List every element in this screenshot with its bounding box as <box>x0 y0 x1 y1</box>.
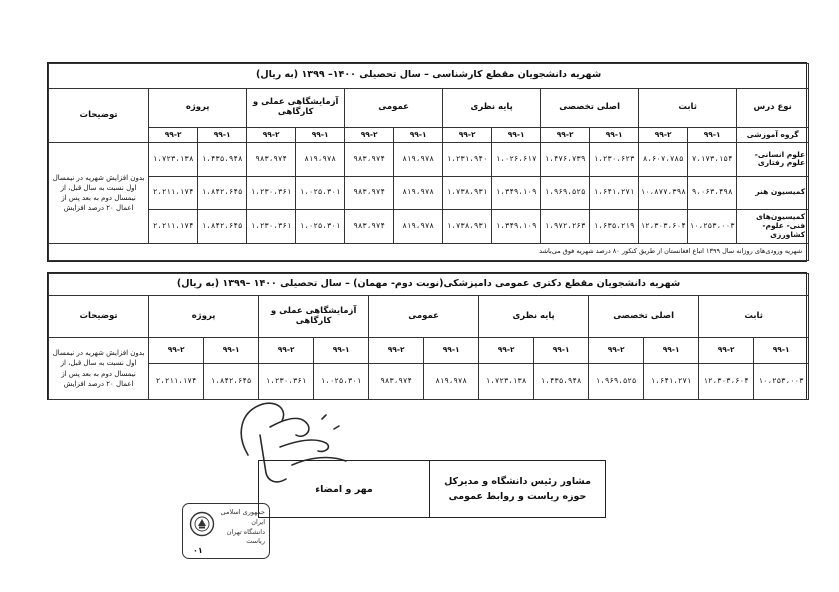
fee-cell: ۱،۳۴۹،۱۰۹ <box>492 210 541 244</box>
fee-cell: ۱،۰۲۵،۳۰۱ <box>296 176 345 210</box>
fee-cell: ۷،۱۷۳،۱۵۴ <box>688 142 737 176</box>
fee-cell: ۱،۰۲۶،۶۱۷ <box>492 142 541 176</box>
fee-cell: ۱،۹۶۹،۵۲۵ <box>589 364 644 400</box>
table1-footnote: شهریه ورودی‌های روزانه سال ۱۳۹۹ اتباع افغانستان از طریق کنکور ۸۰ درصد شهریه فوق می‌باشد <box>49 243 809 260</box>
term-header: ۹۹-۱ <box>198 127 247 142</box>
row-label: علوم انسانی- علوم رفتاری <box>737 142 809 176</box>
term-header: ۹۹-۲ <box>443 127 492 142</box>
fee-cell: ۱،۹۶۹،۵۲۵ <box>541 176 590 210</box>
term-header: ۹۹-۱ <box>424 338 479 364</box>
fee-cell: ۱،۸۴۲،۶۴۵ <box>198 176 247 210</box>
fee-cell: ۱،۲۳۰،۳۶۱ <box>247 176 296 210</box>
signatory-role <box>429 461 605 517</box>
fee-cell: ۸۱۹،۹۷۸ <box>394 176 443 210</box>
col-general: عمومی <box>345 88 443 127</box>
term-header: ۹۹-۲ <box>149 338 204 364</box>
stamp-line-1: جمهوری اسلامی ایران <box>220 508 265 526</box>
fee-cell: ۲،۲۱۱،۱۷۴ <box>149 364 204 400</box>
term-header: ۹۹-۱ <box>492 127 541 142</box>
fee-cell: ۱،۶۴۱،۲۷۱ <box>644 364 699 400</box>
table1-title: شهریه دانشجویان مقطع کارشناسی – سال تحصیلی ۱۴۰۰– ۱۳۹۹ (به ریال) <box>49 64 809 89</box>
fee-cell: ۸۱۹،۹۷۸ <box>296 142 345 176</box>
term-header: ۹۹-۱ <box>296 127 345 142</box>
fee-cell: ۱،۴۳۵،۹۴۸ <box>198 142 247 176</box>
fee-cell: ۹۸۳،۹۷۴ <box>345 142 394 176</box>
col-major: اصلی تخصصی <box>589 296 699 338</box>
col-notes: توضیحات <box>49 88 149 142</box>
role-line-1: مشاور رئیس دانشگاه و مدیرکل <box>444 475 591 487</box>
fee-cell: ۱۲،۳۰۳،۶۰۴ <box>639 210 688 244</box>
col-fixed: ثابت <box>699 296 809 338</box>
university-emblem-icon <box>189 511 215 537</box>
term-header: ۹۹-۲ <box>589 338 644 364</box>
term-header: ۹۹-۱ <box>534 338 589 364</box>
term-header: ۹۹-۲ <box>247 127 296 142</box>
fee-cell: ۹،۰۶۳،۴۹۸ <box>688 176 737 210</box>
term-header: ۹۹-۲ <box>479 338 534 364</box>
term-header: ۹۹-۱ <box>644 338 699 364</box>
fee-cell: ۱،۷۳۸،۹۳۱ <box>443 210 492 244</box>
col-general: عمومی <box>369 296 479 338</box>
term-header: ۹۹-۲ <box>345 127 394 142</box>
corner-label: نوع درس <box>737 88 809 127</box>
col-notes: توضیحات <box>49 296 149 338</box>
term-header: ۹۹-۲ <box>369 338 424 364</box>
col-basic: پایه نظری <box>479 296 589 338</box>
fee-cell: ۹۸۳،۹۷۴ <box>247 142 296 176</box>
row-label: کمیسیون هنر <box>737 176 809 210</box>
fee-cell: ۱،۴۷۶،۷۳۹ <box>541 142 590 176</box>
fee-cell: ۹۸۳،۹۷۴ <box>345 210 394 244</box>
fee-cell: ۹۸۳،۹۷۴ <box>345 176 394 210</box>
row-label: کمیسیون‌های فنی- علوم- کشاورزی <box>737 210 809 244</box>
col-project: پروژه <box>149 88 247 127</box>
fee-cell: ۱۰،۲۵۳،۰۰۳ <box>754 364 809 400</box>
veterinary-tuition-table <box>47 272 807 400</box>
col-fixed: ثابت <box>639 88 737 127</box>
notes-cell: بدون افزایش شهریه در نیمسال اول نسبت به سال قبل، از نیمسال دوم به بعد پس از اعمال ۲۰ درصد افزایش <box>49 142 149 243</box>
term-header: ۹۹-۱ <box>688 127 737 142</box>
signature-block <box>258 460 606 518</box>
role-line-2: حوزه ریاست و روابط عمومی <box>448 491 587 502</box>
term-header: ۹۹-۲ <box>259 338 314 364</box>
term-header: ۹۹-۱ <box>394 127 443 142</box>
fee-cell: ۱،۰۲۵،۳۰۱ <box>314 364 369 400</box>
stamp-line-3: ریاست <box>246 537 265 546</box>
col-lab: آزمایشگاهی عملی و کارگاهی <box>247 88 345 127</box>
fee-cell: ۸۱۹،۹۷۸ <box>394 142 443 176</box>
notes-cell: بدون افزایش شهریه در نیمسال اول نسبت به سال قبل، از نیمسال دوم به بعد پس از اعمال ۲۰ درصد افزایش <box>49 338 149 400</box>
fee-cell: ۲،۲۱۱،۱۷۴ <box>149 210 198 244</box>
fee-cell: ۱،۸۴۲،۶۴۵ <box>204 364 259 400</box>
term-header: ۹۹-۱ <box>590 127 639 142</box>
fee-cell: ۱،۴۳۵،۹۴۸ <box>534 364 589 400</box>
table2-title: شهریه دانشجویان مقطع دکتری عمومی دامپزشکی(نوبت دوم- مهمان) – سال تحصیلی ۱۴۰۰ –۱۳۹۹ (به ریال) <box>49 274 809 296</box>
group-label: گروه آموزشی <box>737 127 809 142</box>
fee-cell: ۱،۸۴۲،۶۴۵ <box>198 210 247 244</box>
fee-cell: ۱،۷۲۳،۱۳۸ <box>479 364 534 400</box>
fee-cell: ۱،۶۳۵،۲۱۹ <box>590 210 639 244</box>
fee-cell: ۱،۹۷۲،۲۶۳ <box>541 210 590 244</box>
undergraduate-table <box>48 63 809 261</box>
fee-cell: ۱۰،۲۵۳،۰۰۳ <box>688 210 737 244</box>
col-project: پروژه <box>149 296 259 338</box>
fee-cell: ۸،۶۰۷،۷۸۵ <box>639 142 688 176</box>
term-header: ۹۹-۱ <box>204 338 259 364</box>
col-lab: آزمایشگاهی عملی و کارگاهی <box>259 296 369 338</box>
fee-cell: ۱۰،۸۷۷،۳۹۸ <box>639 176 688 210</box>
term-header: ۹۹-۲ <box>149 127 198 142</box>
fee-cell: ۱،۶۴۱،۲۷۱ <box>590 176 639 210</box>
term-header: ۹۹-۱ <box>754 338 809 364</box>
seal-label: مهر و امضاء <box>315 483 373 495</box>
col-major: اصلی تخصصی <box>541 88 639 127</box>
stamp-code: ۰۱ <box>193 546 203 555</box>
fee-cell: ۱،۷۳۸،۹۳۱ <box>443 176 492 210</box>
fee-cell: ۱،۰۲۵،۳۰۱ <box>296 210 345 244</box>
term-header: ۹۹-۲ <box>639 127 688 142</box>
undergraduate-tuition-table <box>47 62 807 262</box>
fee-cell: ۱،۲۳۰،۳۶۱ <box>247 210 296 244</box>
fee-cell: ۱،۲۳۰،۶۲۳ <box>590 142 639 176</box>
fee-cell: ۸۱۹،۹۷۸ <box>424 364 479 400</box>
veterinary-table <box>48 273 809 400</box>
col-basic: پایه نظری <box>443 88 541 127</box>
term-header: ۹۹-۲ <box>699 338 754 364</box>
fee-cell: ۱،۲۳۱،۹۴۰ <box>443 142 492 176</box>
fee-cell: ۹۸۳،۹۷۴ <box>369 364 424 400</box>
fee-cell: ۲،۲۱۱،۱۷۴ <box>149 176 198 210</box>
fee-cell: ۱،۲۳۰،۳۶۱ <box>259 364 314 400</box>
term-header: ۹۹-۱ <box>314 338 369 364</box>
term-header: ۹۹-۲ <box>541 127 590 142</box>
fee-cell: ۸۱۹،۹۷۸ <box>394 210 443 244</box>
stamp-text <box>215 508 265 547</box>
fee-cell: ۱۲،۳۰۳،۶۰۴ <box>699 364 754 400</box>
fee-cell: ۱،۳۴۹،۱۰۹ <box>492 176 541 210</box>
fee-cell: ۱،۷۲۳،۱۳۸ <box>149 142 198 176</box>
stamp-line-2: دانشگاه تهران <box>226 527 265 536</box>
official-stamp <box>182 503 270 559</box>
